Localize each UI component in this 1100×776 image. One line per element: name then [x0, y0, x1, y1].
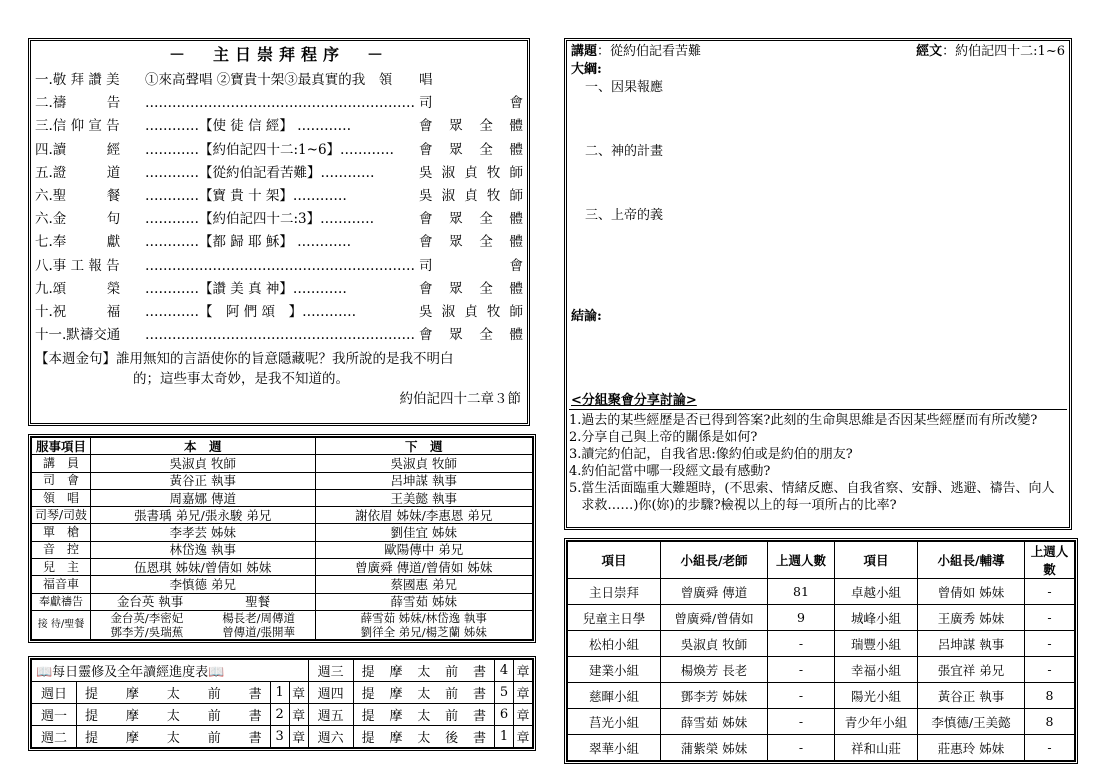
- group-row: [568, 605, 1075, 631]
- order-item-leader: 會 眾 全 體: [419, 234, 523, 251]
- group-row: [568, 579, 1075, 605]
- order-item-leader-dots: [351, 115, 419, 138]
- group-cell: -: [1025, 605, 1075, 631]
- question-number: 4.: [569, 464, 582, 479]
- discussion-question: [569, 446, 1067, 463]
- duty-this-week: 吳淑貞 牧師: [91, 455, 316, 472]
- reading-unit: 章: [514, 726, 533, 748]
- reading-book: 提摩太後書: [353, 726, 494, 748]
- group-cell: -: [768, 631, 835, 657]
- group-cell: 青少年小組: [835, 709, 918, 735]
- duty-row: [32, 489, 533, 506]
- order-item: [35, 255, 523, 278]
- reading-chapter: 3: [270, 726, 289, 748]
- order-item-program: 【約伯記四十二:1~6】…………: [199, 141, 395, 158]
- duty-role: 領 唱: [32, 489, 91, 506]
- reading-chapter: 2: [270, 704, 289, 726]
- order-item-name: 五.證 道: [35, 164, 121, 181]
- discussion-question: [569, 480, 1067, 514]
- group-cell: 建業小組: [568, 657, 661, 683]
- group-cell: 8: [1025, 709, 1075, 735]
- group-cell: 兒童主日學: [568, 605, 661, 631]
- outline-label: 大綱:: [571, 62, 602, 77]
- reading-unit: 章: [289, 704, 308, 726]
- group-cell: 松柏小組: [568, 631, 661, 657]
- reading-unit: 章: [289, 726, 308, 748]
- communion-label: 聖餐: [245, 594, 271, 610]
- question-text: 過去的某些經歷是否已得到答案?此刻的生命與思維是否因某些經歷而有所改變?: [581, 413, 1038, 428]
- order-item-detail: [145, 231, 351, 254]
- duty-role: 司琴/司鼓: [32, 507, 91, 524]
- duty-row: [32, 524, 533, 541]
- duty-next-week: [315, 610, 533, 639]
- weekly-verse-reference: 約伯記四十二章３節: [399, 391, 521, 408]
- order-item-program: 【約伯記四十二:3】…………: [199, 211, 375, 228]
- outline-point-3: 三、上帝的義: [585, 208, 664, 223]
- question-number: 2.: [569, 430, 582, 445]
- order-item-leader: 司 會: [419, 257, 523, 274]
- question-text: 當生活面臨重大難題時，(不思索、情緒反應、自我省察、安靜、逃避、禱告、向人求救……)你(妳)的步驟?檢視以上的每一項所占的比率?: [581, 481, 1055, 513]
- duty-this-week: 周嘉娜 傳道: [91, 489, 316, 506]
- duty-next-week: 謝依眉 姊妹/李惠恩 弟兄: [315, 507, 533, 524]
- group-cell: -: [1025, 735, 1075, 761]
- duty-this-week: 林岱逸 執事: [91, 541, 316, 558]
- order-item-leader: 吳淑貞牧師: [419, 187, 523, 204]
- order-item-dots: …………: [145, 211, 199, 228]
- worship-order-list: [35, 69, 523, 347]
- conclusion-label: 結論:: [571, 309, 602, 324]
- group-cell: -: [768, 735, 835, 761]
- order-item-dots: …………: [145, 187, 199, 204]
- discussion-question: [569, 412, 1067, 429]
- duty-next-week: 吳淑貞 牧師: [315, 455, 533, 472]
- reading-book: 提摩太前書: [77, 704, 271, 726]
- order-item-leader: 會 眾 全 體: [419, 327, 523, 344]
- group-cell: 薛雪茹 姊妹: [661, 709, 768, 735]
- reading-chapter: 1: [270, 682, 289, 704]
- order-item-leader: 會 眾 全 體: [419, 280, 523, 297]
- duty-next-week: 蔡國惠 弟兄: [315, 576, 533, 593]
- duty-this-week: [91, 593, 316, 610]
- sermon-topic: [571, 43, 701, 61]
- order-item-name: 一.敬 拜 讚 美: [35, 72, 120, 88]
- order-item-detail: [145, 255, 415, 278]
- duty-role: 單 槍: [32, 524, 91, 541]
- duty-row: [32, 507, 533, 524]
- order-item-dots: ……………………………………………………: [145, 327, 415, 344]
- order-item-leader: 會 眾 全 體: [419, 118, 523, 135]
- order-item: [35, 69, 523, 92]
- order-item: [35, 92, 523, 115]
- sermon-notes-panel: [564, 38, 1072, 530]
- group-row: [568, 735, 1075, 761]
- reading-unit: 章: [289, 682, 308, 704]
- discussion-question: [569, 463, 1067, 480]
- duty-this-week: 黃谷正 執事: [91, 472, 316, 489]
- order-item: [35, 185, 523, 208]
- duty-role: 福音車: [32, 576, 91, 593]
- duty-row-usher: [32, 610, 533, 639]
- group-cell: 9: [768, 605, 835, 631]
- order-item: [35, 162, 523, 185]
- order-item-leader-dots: [392, 69, 419, 92]
- question-number: 3.: [569, 447, 582, 462]
- reading-day: 週三: [308, 660, 353, 682]
- group-cell: 翠華小組: [568, 735, 661, 761]
- sermon-outline: [571, 61, 1065, 225]
- order-item-dots: …………: [145, 164, 199, 181]
- duty-this-week: 李慎德 弟兄: [91, 576, 316, 593]
- order-item-detail: [145, 92, 415, 115]
- reading-day: 週二: [32, 726, 77, 748]
- order-item-leader: 唱: [419, 72, 433, 88]
- reading-book: 提摩太前書: [353, 704, 494, 726]
- worship-order-title: － 主日崇拜程序 －: [168, 45, 389, 64]
- reading-plan-title: 📖每日靈修及全年讀經進度表📖: [32, 660, 309, 682]
- reading-day: 週一: [32, 704, 77, 726]
- sermon-scripture: [916, 43, 1065, 61]
- order-item-name: 七.奉 獻: [35, 234, 121, 251]
- duty-header-next-week: 下 週: [315, 438, 533, 455]
- order-item: [35, 301, 523, 324]
- order-item-program: 【都 歸 耶 穌】 …………: [199, 234, 352, 251]
- group-row: [568, 683, 1075, 709]
- duty-next-week: 劉佳宜 姊妹: [315, 524, 533, 541]
- duty-row: [32, 472, 533, 489]
- duty-next-week: 王美懿 執事: [315, 489, 533, 506]
- worship-order-panel: [28, 38, 530, 426]
- question-number: 1.: [569, 413, 582, 428]
- order-item-leader: 司 會: [419, 95, 523, 112]
- duty-this-week: [91, 610, 316, 639]
- groups-header-leader: 小組長/老師: [661, 542, 768, 579]
- order-item-detail: [145, 139, 394, 162]
- group-cell: 莒光小組: [568, 709, 661, 735]
- duty-role: 司 會: [32, 472, 91, 489]
- order-item-name: 十.祝 福: [35, 303, 121, 320]
- order-item-dots: …………: [145, 234, 199, 251]
- order-item-detail: [145, 162, 375, 185]
- reading-unit: 章: [514, 660, 533, 682]
- order-item: [35, 231, 523, 254]
- order-item-name: 十一.默禱交通: [35, 327, 121, 344]
- order-item-program: ①來高聲唱 ②寶貴十架③最真實的我 領: [145, 72, 393, 88]
- order-item-detail: [145, 115, 351, 138]
- duty-this-week: 李孝芸 姊妹: [91, 524, 316, 541]
- order-item-leader-dots: [347, 185, 419, 208]
- group-cell: 黃谷正 執事: [918, 683, 1025, 709]
- group-cell: 李慎德/王美懿: [918, 709, 1025, 735]
- duty-header-role: 服事項目: [32, 438, 91, 455]
- group-row: [568, 631, 1075, 657]
- question-number: 5.: [569, 481, 582, 496]
- group-cell: 陽光小組: [835, 683, 918, 709]
- duty-row: [32, 576, 533, 593]
- group-cell: 城峰小組: [835, 605, 918, 631]
- order-item-leader-dots: [394, 139, 419, 162]
- duty-this-week: 伍恩琪 姊妹/曾倩如 姊妹: [91, 559, 316, 576]
- duty-next-week: 曾廣舜 傳道/曾倩如 姊妹: [315, 559, 533, 576]
- duty-role: 接 待/聖餐: [32, 610, 91, 639]
- reading-book: 提摩太前書: [77, 682, 271, 704]
- group-cell: -: [768, 709, 835, 735]
- order-item-dots: ……………………………………………………: [145, 257, 415, 274]
- order-item-leader-dots: [375, 162, 420, 185]
- order-item-leader-dots: [374, 208, 419, 231]
- small-groups-table: [564, 538, 1078, 764]
- order-item: [35, 115, 523, 138]
- duty-header-this-week: 本 週: [91, 438, 316, 455]
- group-cell: 呂坤謀 執事: [918, 631, 1025, 657]
- group-cell: 瑞豐小組: [835, 631, 918, 657]
- order-item-detail: [145, 278, 347, 301]
- order-item: [35, 139, 523, 162]
- outline-point-1: 一、因果報應: [585, 80, 664, 95]
- order-item-detail: [145, 301, 356, 324]
- group-cell: -: [1025, 657, 1075, 683]
- reading-chapter: 1: [495, 726, 514, 748]
- order-item-name: 九.頌 榮: [35, 280, 121, 297]
- sermon-topic-text: ：從約伯記看苦難: [597, 44, 702, 59]
- duty-role: 講 員: [32, 455, 91, 472]
- groups-header-item: 項目: [568, 542, 661, 579]
- reading-plan: [28, 656, 536, 751]
- group-row: [568, 709, 1075, 735]
- duty-next-week: 歐陽傳中 弟兄: [315, 541, 533, 558]
- duty-row: [32, 559, 533, 576]
- order-item-name: 六.聖 餐: [35, 187, 121, 204]
- usher-next-1: 薛雪茹 姊妹/林岱逸 執事: [360, 610, 487, 625]
- order-item-leader: 會 眾 全 體: [419, 141, 523, 158]
- usher-next-2: 劉徉全 弟兄/楊芝蘭 姊妹: [360, 624, 487, 639]
- reading-unit: 章: [514, 682, 533, 704]
- duty-role: 兒 主: [32, 559, 91, 576]
- reading-chapter: 5: [495, 682, 514, 704]
- duty-next-week: 薛雪茹 姊妹: [315, 593, 533, 610]
- group-cell: -: [768, 683, 835, 709]
- groups-header-leader-2: 小組長/輔導: [918, 542, 1025, 579]
- usher-grid: [91, 611, 315, 639]
- group-cell: 王廣秀 姊妹: [918, 605, 1025, 631]
- order-item-program: 【從約伯記看苦難】…………: [199, 164, 375, 181]
- duty-row: [32, 455, 533, 472]
- duty-row-offering: [32, 593, 533, 610]
- order-item-dots: ……………………………………………………: [145, 95, 415, 112]
- sermon-scripture-text: ：約伯記四十二:1~6: [942, 44, 1065, 59]
- order-item-program: 【寶 貴 十 架】…………: [199, 187, 347, 204]
- group-cell: -: [1025, 631, 1075, 657]
- order-item: [35, 208, 523, 231]
- group-cell: 鄧李芳 姊妹: [661, 683, 768, 709]
- order-item-detail: [145, 69, 392, 92]
- usher-name: 金台英/李密妃: [110, 610, 184, 625]
- group-cell: 曾廣舜 傳道: [661, 579, 768, 605]
- duty-role: 音 控: [32, 541, 91, 558]
- group-cell: -: [1025, 579, 1075, 605]
- offering-prayer: 金台英 執事: [116, 594, 184, 610]
- order-item-name: 二.禱 告: [35, 95, 121, 112]
- question-text: 讀完約伯記，自我省思:像約伯或是約伯的朋友?: [581, 447, 853, 462]
- reading-book: 提摩太前書: [353, 660, 494, 682]
- reading-chapter: 6: [495, 704, 514, 726]
- groups-header-item-2: 項目: [835, 542, 918, 579]
- group-cell: 楊煥芳 長老: [661, 657, 768, 683]
- reading-chapter: 4: [495, 660, 514, 682]
- usher-name: 楊長老/周傳道: [222, 610, 296, 625]
- groups-header-count-2: 上週人數: [1025, 542, 1075, 579]
- order-item-leader-dots: [356, 301, 419, 324]
- sermon-topic-label: 講題: [571, 44, 598, 59]
- order-item-leader: 會 眾 全 體: [419, 211, 523, 228]
- reading-day: 週日: [32, 682, 77, 704]
- order-item-detail: [145, 324, 415, 347]
- sermon-header: [571, 43, 1065, 61]
- reading-unit: 章: [514, 704, 533, 726]
- group-cell: 主日崇拜: [568, 579, 661, 605]
- group-cell: 曾倩如 姊妹: [918, 579, 1025, 605]
- group-row: [568, 657, 1075, 683]
- group-cell: 曾廣舜/曾倩如: [661, 605, 768, 631]
- group-cell: 張宜祥 弟兄: [918, 657, 1025, 683]
- order-item-dots: …………: [145, 141, 199, 158]
- order-item: [35, 278, 523, 301]
- reading-day: 週四: [308, 682, 353, 704]
- order-item-detail: [145, 208, 374, 231]
- outline-point-2: 二、神的計畫: [585, 144, 664, 159]
- sermon-scripture-label: 經文: [916, 44, 943, 59]
- order-item-leader: 吳淑貞牧師: [419, 303, 523, 320]
- duty-this-week: 張書瑀 弟兄/張永駿 弟兄: [91, 507, 316, 524]
- groups-header-count: 上週人數: [768, 542, 835, 579]
- duty-row: [32, 541, 533, 558]
- discussion-questions: [569, 409, 1067, 514]
- order-item-leader: 吳淑貞牧師: [419, 164, 523, 181]
- order-item-detail: [145, 185, 347, 208]
- order-item: [35, 324, 523, 347]
- order-item-dots: …………: [145, 118, 199, 135]
- discussion-title: <分組聚會分享討論>: [571, 393, 697, 408]
- group-cell: 蒲紫榮 姊妹: [661, 735, 768, 761]
- order-item-program: 【 阿 們 頌 】…………: [199, 303, 357, 320]
- group-cell: 卓越小組: [835, 579, 918, 605]
- group-cell: 祥和山莊: [835, 735, 918, 761]
- reading-day: 週六: [308, 726, 353, 748]
- order-item-dots: …………: [145, 280, 199, 297]
- order-item-name: 四.讀 經: [35, 141, 121, 158]
- group-cell: 8: [1025, 683, 1075, 709]
- group-cell: 莊惠玲 姊妹: [918, 735, 1025, 761]
- duty-next-week: 呂坤謀 執事: [315, 472, 533, 489]
- order-item-name: 八.事 工 報 告: [35, 257, 120, 274]
- group-cell: 吳淑貞 牧師: [661, 631, 768, 657]
- usher-name: 曾傳道/張開華: [222, 624, 296, 639]
- order-item-name: 六.金 句: [35, 211, 121, 228]
- weekly-verse: [35, 349, 523, 409]
- duty-role: 奉獻禱告: [32, 593, 91, 610]
- reading-book: 提摩太前書: [77, 726, 271, 748]
- order-item-name: 三.信 仰 宣 告: [35, 118, 120, 135]
- question-text: 約伯記當中哪一段經文最有感動?: [581, 464, 771, 479]
- duty-roster: [28, 434, 536, 643]
- order-item-dots: …………: [145, 303, 199, 320]
- group-cell: 慈暉小組: [568, 683, 661, 709]
- usher-name: 鄧李芳/吳瑞蕉: [110, 624, 184, 639]
- order-item-leader-dots: [347, 278, 419, 301]
- reading-day: 週五: [308, 704, 353, 726]
- discussion-question: [569, 429, 1067, 446]
- group-cell: 81: [768, 579, 835, 605]
- order-item-program: 【讚 美 真 神】…………: [199, 280, 347, 297]
- reading-book: 提摩太前書: [353, 682, 494, 704]
- order-item-leader-dots: [351, 231, 419, 254]
- weekly-verse-line2: 的；這些事太奇妙，是我不知道的。: [133, 371, 349, 388]
- weekly-verse-line1: 【本週金句】誰用無知的言語使你的旨意隱藏呢？我所說的是我不明白: [35, 351, 454, 368]
- question-text: 分享自己與上帝的關係是如何?: [581, 430, 758, 445]
- group-cell: -: [768, 657, 835, 683]
- order-item-program: 【使 徒 信 經】 …………: [199, 118, 352, 135]
- group-cell: 幸福小組: [835, 657, 918, 683]
